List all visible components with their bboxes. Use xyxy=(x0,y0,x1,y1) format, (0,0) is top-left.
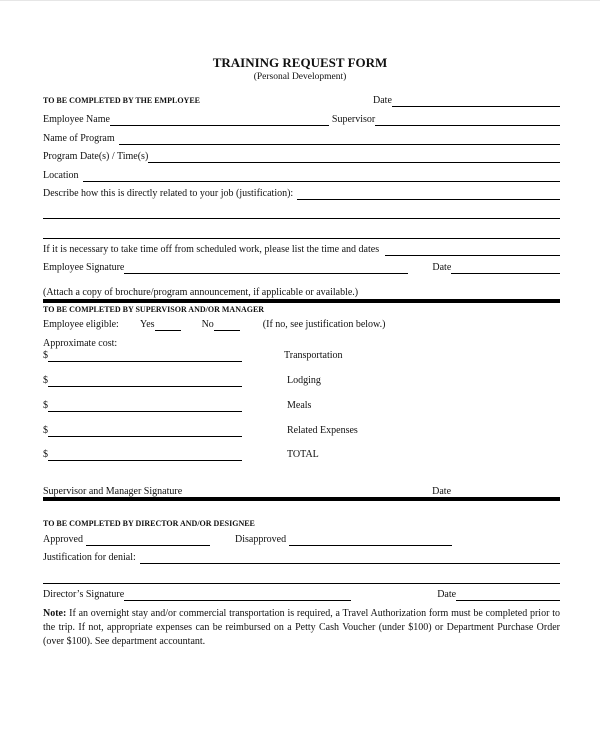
supervisor-date-label: Date xyxy=(432,486,452,497)
cost-label-meals: Meals xyxy=(287,400,312,411)
program-dates-row xyxy=(43,151,560,163)
supervisor-signature-label: Supervisor and Manager Signature xyxy=(43,486,183,497)
program-dates-field[interactable] xyxy=(148,153,560,163)
section-heading-employee: TO BE COMPLETED BY THE EMPLOYEE xyxy=(43,96,200,105)
location-row xyxy=(43,170,560,182)
time-off-label: If it is necessary to take time off from scheduled work, please list the time and dates xyxy=(43,244,380,255)
employee-name-row xyxy=(43,114,560,126)
justification-label: Describe how this is directly related to your job (justification): xyxy=(43,188,294,199)
director-signature-label: Director’s Signature xyxy=(43,589,125,600)
date-label: Date xyxy=(373,95,392,106)
denial-field[interactable] xyxy=(140,554,560,564)
denial-line-2 xyxy=(43,572,560,584)
approved-field[interactable] xyxy=(86,536,210,546)
justification-line-3 xyxy=(43,227,560,239)
currency-symbol: $ xyxy=(43,375,48,386)
currency-symbol: $ xyxy=(43,425,48,436)
justification-field-line-3[interactable] xyxy=(43,229,560,239)
employee-heading-row xyxy=(43,95,560,107)
justification-field[interactable] xyxy=(297,190,560,200)
employee-name-field[interactable] xyxy=(110,116,329,126)
approved-label: Approved xyxy=(43,534,83,545)
disapproved-field[interactable] xyxy=(289,536,452,546)
eligible-label: Employee eligible: xyxy=(43,319,119,330)
supervisor-field[interactable] xyxy=(375,116,560,126)
justification-row xyxy=(43,188,560,200)
cost-row-meals xyxy=(43,400,560,412)
approval-row xyxy=(43,534,560,546)
currency-symbol: $ xyxy=(43,350,48,361)
director-signature-row xyxy=(43,589,560,601)
denial-label: Justification for denial: xyxy=(43,552,136,563)
director-date-label: Date xyxy=(437,589,457,600)
program-dates-label: Program Date(s) / Time(s) xyxy=(43,151,149,162)
supervisor-label: Supervisor xyxy=(331,114,376,125)
program-name-field[interactable] xyxy=(119,135,560,145)
employee-signature-row xyxy=(43,262,560,274)
cost-label-lodging: Lodging xyxy=(287,375,321,386)
program-name-label: Name of Program xyxy=(43,133,115,144)
section-divider xyxy=(43,497,560,501)
cost-row-total xyxy=(43,449,560,461)
yes-label: Yes xyxy=(140,319,155,330)
disapproved-label: Disapproved xyxy=(235,534,287,545)
cost-label-related-expenses: Related Expenses xyxy=(287,425,358,436)
employee-signature-date-field[interactable] xyxy=(451,264,560,274)
no-field[interactable] xyxy=(214,321,240,331)
employee-signature-date-label: Date xyxy=(432,262,452,273)
yes-field[interactable] xyxy=(155,321,181,331)
note-label: Note: xyxy=(43,608,67,619)
if-no-note: (If no, see justification below.) xyxy=(262,319,386,330)
section-heading-director: TO BE COMPLETED BY DIRECTOR AND/OR DESIGNEE xyxy=(43,519,255,528)
travel-note xyxy=(43,607,560,649)
employee-signature-field[interactable] xyxy=(124,264,408,274)
attach-note-row xyxy=(43,287,560,299)
justification-field-line-2[interactable] xyxy=(43,209,560,219)
time-off-row xyxy=(43,244,560,256)
currency-symbol: $ xyxy=(43,400,48,411)
location-field[interactable] xyxy=(83,172,560,182)
supervisor-heading-row xyxy=(43,304,560,316)
form-subtitle: (Personal Development) xyxy=(253,72,347,82)
note-text: If an overnight stay and/or commercial transportation is required, a Travel Authorization form must be completed prior to the trip. If not, appropriate expenses can be reimbursed on a Petty Cash Voucher (under $100) or Department Purchase Order (over $100). See department accountant. xyxy=(43,608,560,647)
director-date-field[interactable] xyxy=(456,591,560,601)
justification-line-2 xyxy=(43,207,560,219)
employee-signature-label: Employee Signature xyxy=(43,262,125,273)
approx-cost-label: Approximate cost: xyxy=(43,338,118,349)
attach-note: (Attach a copy of brochure/program announcement, if applicable or available.) xyxy=(43,287,359,298)
lodging-cost-field[interactable] xyxy=(48,377,242,387)
director-signature-field[interactable] xyxy=(124,591,351,601)
cost-label-transportation: Transportation xyxy=(284,350,343,361)
denial-row xyxy=(43,552,560,564)
meals-cost-field[interactable] xyxy=(48,402,242,412)
related-expenses-cost-field[interactable] xyxy=(48,427,242,437)
approx-cost-row xyxy=(43,338,560,350)
denial-field-line-2[interactable] xyxy=(43,574,560,584)
cost-row-related xyxy=(43,425,560,437)
employee-name-label: Employee Name xyxy=(43,114,110,125)
eligible-row xyxy=(43,319,560,331)
program-name-row xyxy=(43,133,560,145)
location-label: Location xyxy=(43,170,79,181)
no-label: No xyxy=(201,319,214,330)
currency-symbol: $ xyxy=(43,449,48,460)
section-divider xyxy=(43,299,560,303)
time-off-field[interactable] xyxy=(385,246,560,256)
cost-row-transportation xyxy=(43,350,560,362)
cost-label-total: TOTAL xyxy=(287,449,319,460)
form-title: TRAINING REQUEST FORM xyxy=(212,55,388,70)
section-heading-supervisor: TO BE COMPLETED BY SUPERVISOR AND/OR MANAGER xyxy=(43,305,265,314)
director-heading-row xyxy=(43,518,560,530)
transportation-cost-field[interactable] xyxy=(48,352,242,362)
total-cost-field[interactable] xyxy=(48,451,242,461)
request-date-field[interactable] xyxy=(392,97,560,107)
cost-row-lodging xyxy=(43,375,560,387)
